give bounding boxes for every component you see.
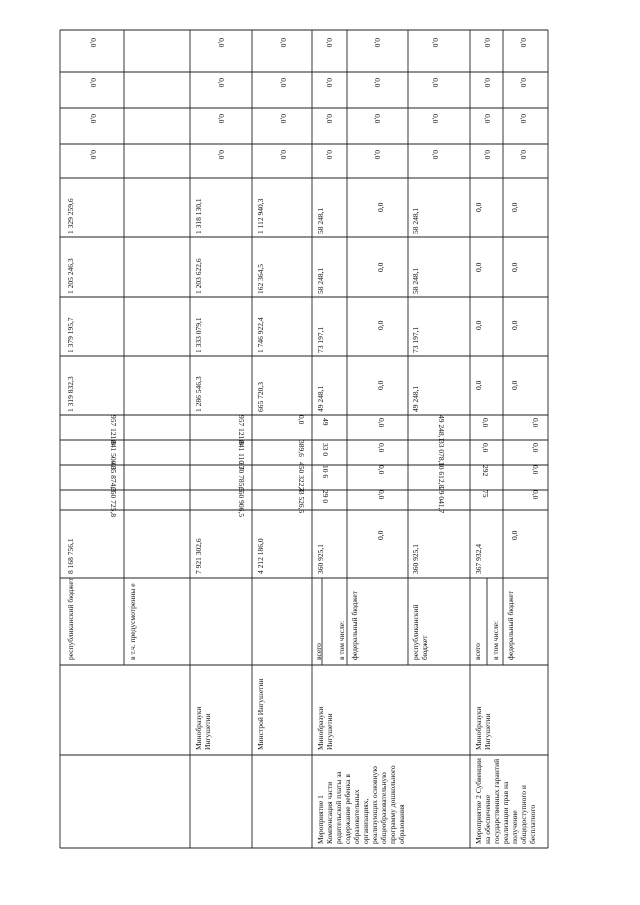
measure1-y2: 73 197,1: [316, 326, 325, 353]
row2-y2: 1 746 922,4: [256, 317, 265, 353]
measure2-total: 367 932,4: [474, 544, 483, 574]
row1-flipped-4: 957 121,8: [237, 415, 246, 445]
measure1-flipped-1: 10 6: [321, 465, 330, 479]
measure1-rep-flipped-2: 29 041,7: [437, 487, 446, 514]
measure1-flipped-3: 33 0: [321, 443, 330, 457]
row1-flipped-1: 330 785,5: [237, 462, 246, 492]
row2-zero-1: 0,0: [279, 150, 288, 160]
measure1-rep-zero-2: 0,0: [431, 114, 440, 124]
row2-total: 4 212 186,0: [256, 538, 265, 574]
measure1-fed-flipped-4: 0,0: [377, 418, 386, 428]
measure1-rep-flipped-3: 33 078,1: [437, 440, 446, 467]
row1-y4: 1 318 130,1: [194, 198, 203, 234]
measure1-y3: 58 248,1: [316, 267, 325, 294]
measure1-republic-label: республиканский бюджет: [411, 604, 429, 660]
row1-zero-2: 0,0: [217, 114, 226, 124]
row2-y1: 665 720,3: [256, 382, 265, 412]
measure1-fed-y4: 0,0: [376, 202, 385, 212]
measure2-flipped-2: 75: [481, 490, 490, 498]
measure2-fed-y1: 0,0: [510, 380, 519, 390]
measure1-name: Мероприятие 1 Компенсация части родительской платы за содержание ребенка в образовательных организациях, реализующих основную общеобразовательную программу дошкольного образования: [316, 765, 406, 844]
measure2-executor: Минобразуки Ингушетии: [474, 706, 492, 750]
row1-zero-4: 0,0: [217, 38, 226, 48]
measure2-fed-y2: 0,0: [510, 320, 519, 330]
row1-executor: Минобразуки Ингушетии: [194, 706, 212, 750]
measure2-zero-3: 0,0: [483, 78, 492, 88]
measure1-fed-flipped-3: 0,0: [377, 443, 386, 453]
measure2-incl-label: в том числе:: [491, 620, 500, 660]
measure2-name: Мероприятие 2 Субвенции на обеспечение государственных гарантий реализации прав на получение общедоступного и бесплатного: [474, 758, 537, 844]
measure1-total: 360 925,1: [316, 544, 325, 574]
row2-y4: 1 112 940,3: [256, 198, 265, 234]
measure2-zero-4: 0,0: [483, 38, 492, 48]
measure2-federal-label: федеральный бюджет: [506, 590, 515, 660]
row1-y1: 1 286 546,3: [194, 376, 203, 412]
measure2-zero-1: 0,0: [483, 150, 492, 160]
row2-zero-4: 0,0: [279, 38, 288, 48]
measure1-fed-zero-1: 0,0: [373, 150, 382, 160]
measure2-fed-y4: 0,0: [510, 202, 519, 212]
measure1-rep-flipped-1: 10 612,8: [437, 462, 446, 489]
measure1-rep-zero-4: 0,0: [431, 38, 440, 48]
measure2-fed-zero-3: 0,0: [519, 78, 528, 88]
row2-flipped-1: 450 322,4: [297, 462, 306, 492]
measure2-fed-flipped-3: 0,0: [531, 443, 540, 453]
row2-executor: Минстрой Ингушетии: [256, 678, 265, 750]
measure1-rep-zero-3: 0,0: [431, 78, 440, 88]
row2-zero-3: 0,0: [279, 78, 288, 88]
measure1-federal-label: федеральный бюджет: [350, 590, 359, 660]
measure1-fed-flipped-1: 0,0: [377, 465, 386, 475]
measure1-rep-zero-1: 0,0: [431, 150, 440, 160]
measure2-fed-flipped-4: 0,0: [531, 418, 540, 428]
row2-zero-2: 0,0: [279, 114, 288, 124]
measure1-fed-zero-2: 0,0: [373, 114, 382, 124]
top-zero-2: 0,0: [89, 114, 98, 124]
measure2-fed-zero-4: 0,0: [519, 38, 528, 48]
measure1-rep-flipped-4: 49 248,1: [437, 415, 446, 442]
top-y2: 1 379 195,7: [66, 317, 75, 353]
measure2-fed-flipped-1: 0,0: [531, 465, 540, 475]
row1-y3: 1 203 622,6: [194, 258, 203, 294]
measure1-fed-flipped-2: 0,0: [377, 490, 386, 500]
measure2-y4: 0,0: [474, 202, 483, 212]
measure1-vsego-label: всего: [314, 643, 323, 660]
measure2-y1: 0,0: [474, 380, 483, 390]
measure2-flipped-4: 0,0: [481, 418, 490, 428]
measure1-rep-total: 360 925,1: [411, 544, 420, 574]
measure2-fed-zero-1: 0,0: [519, 150, 528, 160]
row2-y3: 162 364,5: [256, 264, 265, 294]
measure1-rep-y2: 73 197,1: [411, 326, 420, 353]
row2-flipped-2: 73 526,5: [297, 487, 306, 514]
measure2-fed-total: 0,0: [510, 530, 519, 540]
measure1-zero-1: 0,0: [325, 150, 334, 160]
top-zero-1: 0,0: [89, 150, 98, 160]
top-flipped-1: 485 874,3: [109, 462, 118, 492]
measure2-fed-flipped-2: 0,0: [531, 490, 540, 500]
measure2-fed-y3: 0,0: [510, 262, 519, 272]
measure1-rep-y3: 58 248,1: [411, 267, 420, 294]
top-total: 8 168 756,1: [66, 538, 75, 574]
measure1-fed-zero-3: 0,0: [373, 78, 382, 88]
measure2-flipped-1: 292: [481, 465, 490, 477]
measure1-y1: 49 248,1: [316, 385, 325, 412]
measure1-fed-zero-4: 0,0: [373, 38, 382, 48]
top-subnote-label: в т.ч. предусмотренны е: [128, 583, 137, 660]
row1-flipped-3: 841 110,7: [237, 440, 246, 470]
row1-zero-1: 0,0: [217, 150, 226, 160]
measure1-zero-4: 0,0: [325, 38, 334, 48]
top-zero-4: 0,0: [89, 38, 98, 48]
top-budget-label: республиканский бюджет: [66, 578, 75, 660]
row2-flipped-3: 389,6: [297, 440, 306, 457]
top-y1: 1 319 832,3: [66, 376, 75, 412]
measure1-fed-y1: 0,0: [376, 380, 385, 390]
measure1-flipped-4: 49: [321, 418, 330, 426]
measure1-y4: 58 248,1: [316, 207, 325, 234]
top-zero-3: 0,0: [89, 78, 98, 88]
measure2-y2: 0,0: [474, 320, 483, 330]
measure1-fed-y2: 0,0: [376, 320, 385, 330]
top-flipped-2: 650 725,8: [109, 487, 118, 517]
measure1-zero-2: 0,0: [325, 114, 334, 124]
measure1-flipped-2: 29 0: [321, 490, 330, 504]
measure1-fed-total: 0,0: [376, 530, 385, 540]
measure1-fed-y3: 0,0: [376, 262, 385, 272]
measure1-incl-label: в том числе:: [337, 620, 346, 660]
row2-flipped-4: 0,0: [297, 415, 306, 425]
measure1-executor: Минобразуки Ингушетии: [316, 706, 334, 750]
row1-zero-3: 0,0: [217, 78, 226, 88]
row1-total: 7 921 302,6: [194, 538, 203, 574]
measure2-fed-zero-2: 0,0: [519, 114, 528, 124]
measure1-zero-3: 0,0: [325, 78, 334, 88]
row1-flipped-2: 650 906,5: [237, 487, 246, 517]
measure2-vsego-label: всего: [473, 643, 482, 660]
measure1-rep-y1: 49 248,1: [411, 385, 420, 412]
top-flipped-4: 957 121,8: [109, 415, 118, 445]
top-y3: 1 205 246,3: [66, 258, 75, 294]
measure1-rep-y4: 58 248,1: [411, 207, 420, 234]
measure2-y3: 0,0: [474, 262, 483, 272]
row1-y2: 1 333 079,1: [194, 317, 203, 353]
top-y4: 1 329 259,6: [66, 198, 75, 234]
measure2-flipped-3: 0,0: [481, 443, 490, 453]
measure2-zero-2: 0,0: [483, 114, 492, 124]
top-flipped-3: 841 500,3: [109, 440, 118, 470]
